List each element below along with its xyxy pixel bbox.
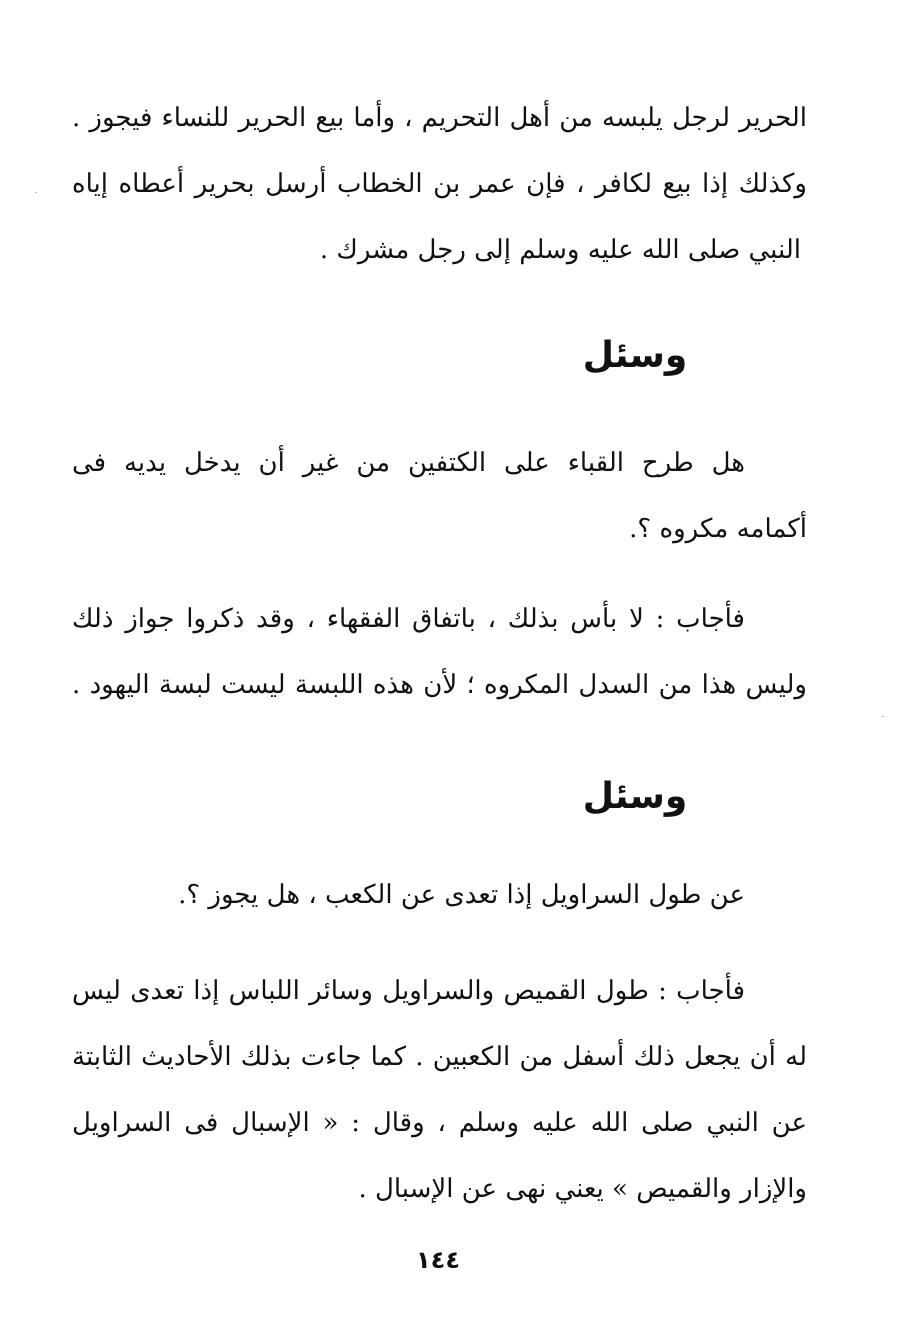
text-line: والإزار والقميص » يعني نهى عن الإسبال .	[358, 1174, 807, 1204]
text-line: عن طول السراويل إذا تعدى عن الكعب ، هل يجوز ؟.	[178, 880, 745, 910]
scan-speck	[35, 192, 37, 193]
section-heading: وسئل	[582, 335, 688, 376]
text-line: فأجاب : لا بأس بذلك ، باتفاق الفقهاء ، وقد ذكروا جواز ذلك	[72, 604, 745, 634]
question-paragraph	[72, 430, 807, 562]
page-number: ١٤٤	[416, 1246, 460, 1274]
question-paragraph	[72, 862, 807, 928]
text-line: وليس هذا من السدل المكروه ؛ لأن هذه اللبسة ليست لبسة اليهود .	[72, 670, 807, 700]
text-line: فأجاب : طول القميص والسراويل وسائر اللباس إذا تعدى ليس	[72, 976, 745, 1006]
text-line: عن النبي صلى الله عليه وسلم ، وقال : « الإسبال فى السراويل	[72, 1108, 807, 1138]
text-line: الحرير لرجل يلبسه من أهل التحريم ، وأما بيع الحرير للنساء فيجوز .	[72, 103, 807, 133]
text-line: أكمامه مكروه ؟.	[629, 514, 807, 544]
text-line: النبي صلى الله عليه وسلم إلى رجل مشرك .	[319, 235, 801, 265]
text-line: له أن يجعل ذلك أسفل من الكعبين . كما جاءت بذلك الأحاديث الثابتة	[72, 1042, 807, 1072]
scan-speck	[882, 716, 884, 717]
paragraph-silk-sale	[72, 85, 807, 283]
text-line: هل طرح القباء على الكتفين من غير أن يدخل يديه فى	[72, 448, 745, 478]
section-heading: وسئل	[582, 776, 688, 817]
answer-paragraph	[72, 586, 807, 718]
answer-paragraph	[72, 958, 807, 1222]
text-line: وكذلك إذا بيع لكافر ، فإن عمر بن الخطاب أرسل بحرير أعطاه إياه	[72, 169, 807, 199]
